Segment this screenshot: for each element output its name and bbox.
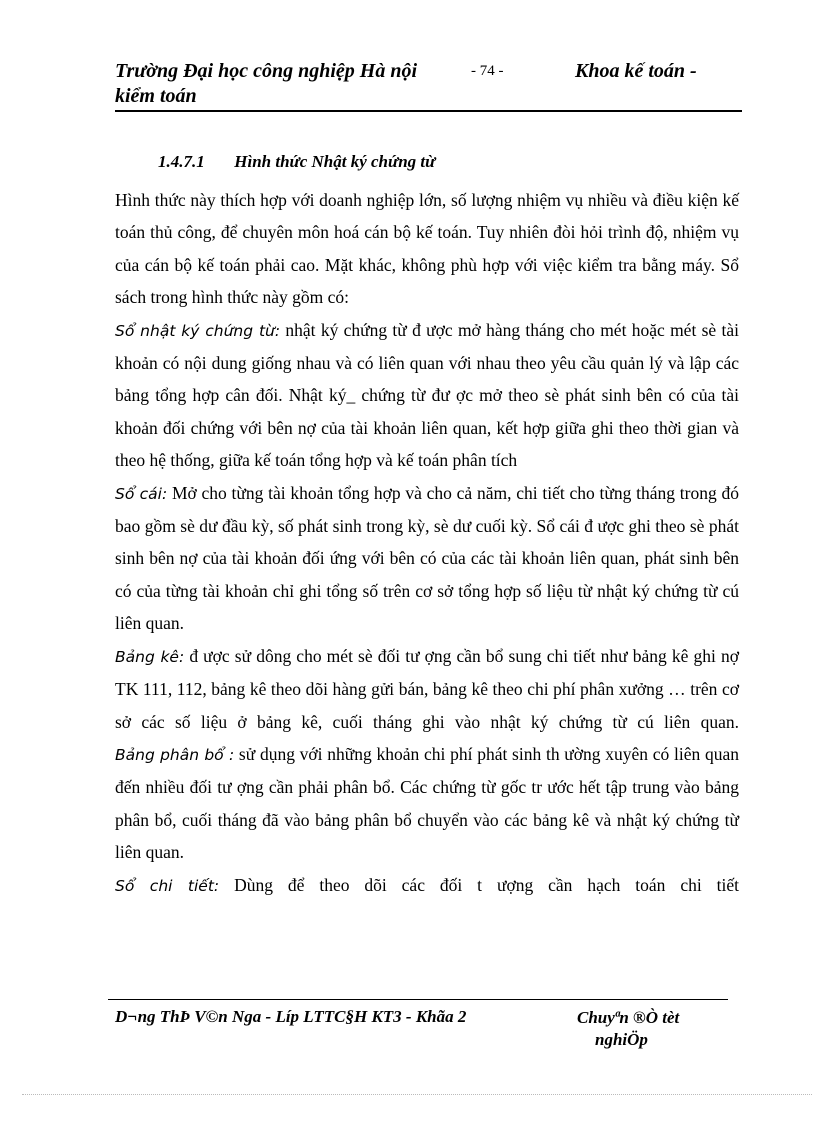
footer-right-line1: Chuyªn ®Ò tèt [577, 1008, 680, 1027]
header-university: Trường Đại học công nghiệp Hà nội [115, 60, 418, 82]
paragraph-label: Bảng phân bổ : [115, 745, 235, 764]
paragraph-label: Bảng kê: [115, 647, 185, 666]
paragraph-text: Mở cho từng tài khoản tổng hợp và cho cả năm, chi tiết cho từng tháng trong đó bao gồm sè dư đầu kỳ, số phát sinh trong kỳ, sè dư cuối kỳ. Sổ cái đ ược ghi theo sè phát sinh bên nợ của tài khoản đối ứng với bên có của các tài khoản liên quan, phát sinh bên có của từng tài khoản chỉ ghi tổng số trên cơ sở tổng hợp số liệu từ nhật ký chứng từ cú liên quan. [115, 482, 739, 634]
paragraph-label: Sổ nhật ký chứng từ: [115, 321, 281, 340]
section-number: 1.4.7.1 [158, 152, 205, 171]
footer-document-type [577, 1007, 712, 1051]
section-title: Hình thức Nhật ký chứng từ [234, 152, 436, 171]
footer-rule [108, 999, 728, 1000]
paragraph-bang-ke [115, 640, 739, 738]
body-text [115, 184, 739, 902]
header-faculty-line2: kiểm toán [115, 85, 197, 107]
paragraph-intro [115, 184, 739, 314]
paragraph-text: Dùng để theo dõi các đối t ượng cần hạch toán chi tiết [219, 874, 739, 895]
paragraph-bang-phan-bo [115, 738, 739, 869]
header-rule [115, 110, 742, 112]
paragraph-so-cai [115, 477, 739, 640]
section-heading [158, 152, 435, 172]
footer-author: D¬ng ThÞ V©n Nga - Líp LTTC§H KT3 - Khãa 2 [115, 1007, 467, 1026]
paragraph-label: Sổ cái: [115, 484, 168, 503]
footer-right-line2: nghiÖp [595, 1030, 648, 1049]
paragraph-label: Sổ chi tiết: [115, 876, 220, 895]
paragraph-so-chi-tiet [115, 869, 739, 902]
paragraph-text: Hình thức này thích hợp với doanh nghiệp lớn, số lượng nhiệm vụ nhiều và điều kiện kế toán thủ công, để chuyên môn hoá cán bộ kế toán. Tuy nhiên đòi hỏi trình độ, nhiệm vụ của cán bộ kế toán phải cao. Mặt khác, không phù hợp với việc kiểm tra bằng máy. Sổ sách trong hình thức này gồm có: [115, 190, 739, 308]
paragraph-so-nhat-ky [115, 314, 739, 477]
header-faculty: Khoa kế toán - [575, 60, 697, 82]
paragraph-text: nhật ký chứng từ đ ược mở hàng tháng cho mét hoặc mét sè tài khoản có nội dung giống nhau và có liên quan với nhau theo yêu cầu quản lý và lập các bảng tổng hợp cân đối. Nhật ký_ chứng từ đư ợc mở theo sè phát sinh bên có của tài khoản đối chứng với bên nợ của tài khoản liên quan, kết hợp giữa ghi theo thời gian và theo hệ thống, giữa kế toán tổng hợp và kế toán phân tích [115, 319, 739, 471]
paragraph-text: đ ược sử dông cho mét sè đối tư ợng cần bổ sung chi tiết như bảng kê ghi nợ TK 111, 112, bảng kê theo dõi hàng gửi bán, bảng kê theo chi phí phân xưởng … trên cơ sở các số liệu ở bảng kê, cuối tháng ghi vào nhật ký chứng từ cú liên quan. [115, 645, 739, 732]
page-number: - 74 - [471, 63, 504, 79]
page-bottom-dotted-line [22, 1094, 812, 1095]
paragraph-text: sử dụng với những khoản chi phí phát sinh th ường xuyên có liên quan đến nhiều đối tư ợng cần phải phân bổ. Các chứng từ gốc tr ước hết tập trung vào bảng phân bổ, cuối tháng đã vào bảng phân bổ chuyển vào các bảng kê và nhật ký chứng từ liên quan. [115, 743, 740, 863]
page-header [115, 60, 745, 86]
